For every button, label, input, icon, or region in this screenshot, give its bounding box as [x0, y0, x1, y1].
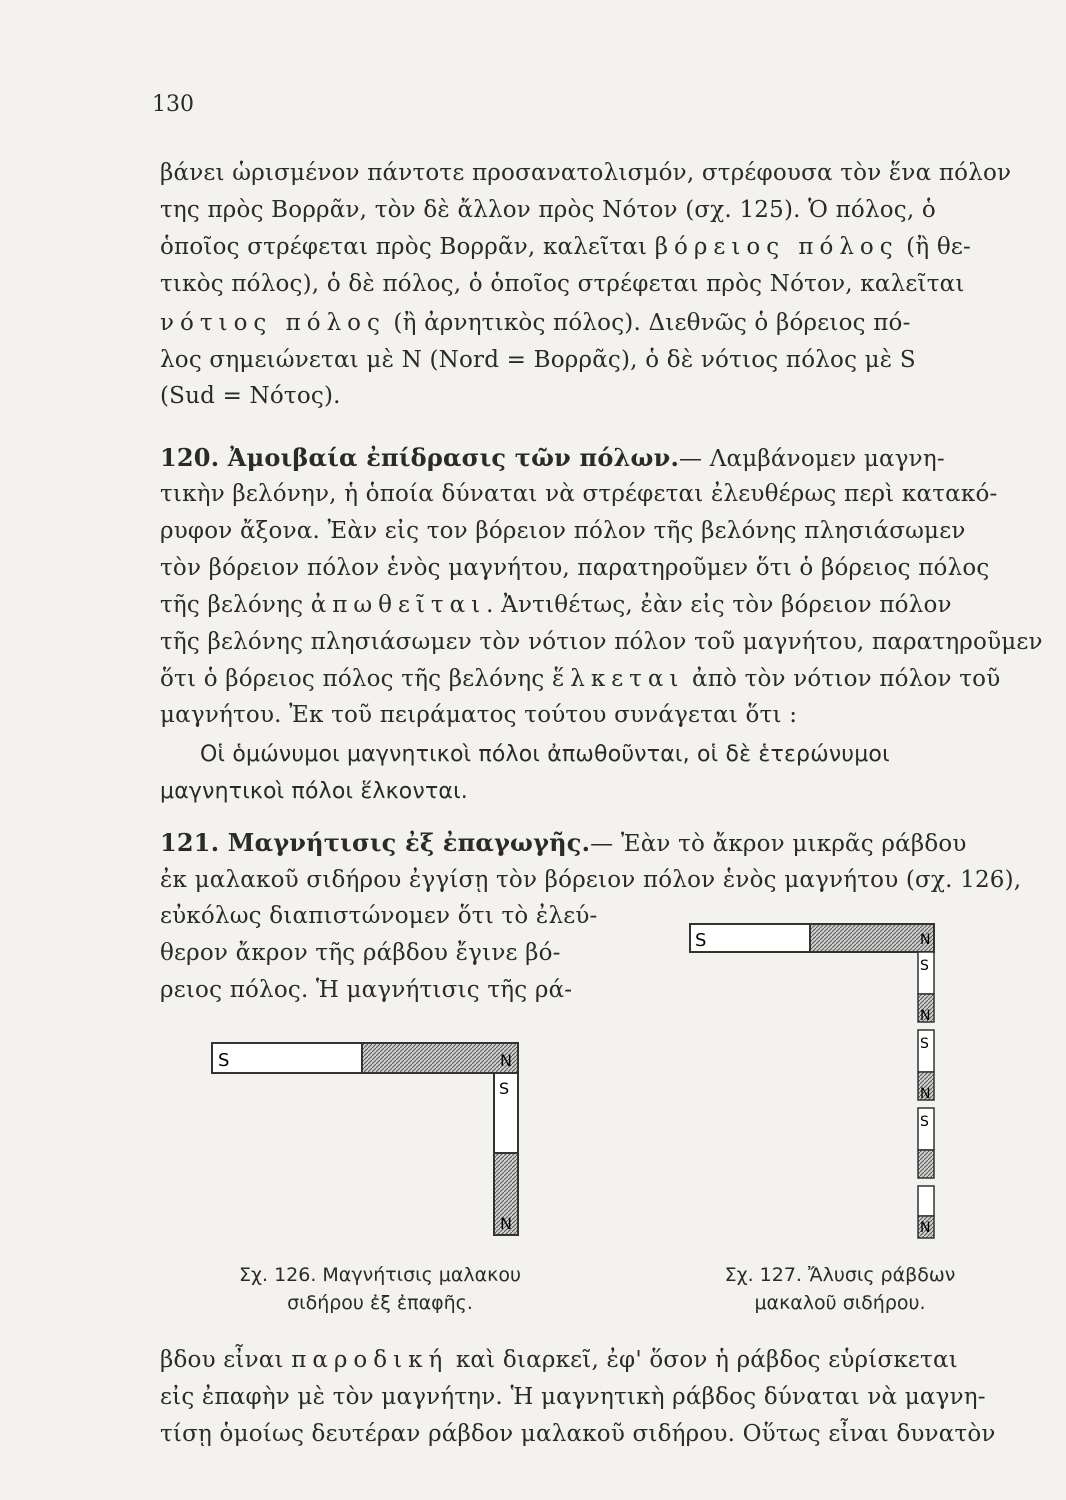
- figure-caption: Σχ. 126. Μαγνήτισις μαλακου: [239, 1264, 521, 1286]
- text-line: ρυφον ἄξονα. Ἐὰν εἰς τον βόρειον πόλον τῆς βελόνης πλησιάσωμεν: [160, 518, 966, 544]
- pole-label-s: S: [920, 958, 929, 974]
- section-heading: 120. Ἀμοιβαία ἐπίδρασις τῶν πόλων.: [160, 443, 680, 472]
- text-line: [160, 1347, 1020, 1373]
- pole-label-s: S: [920, 1036, 929, 1052]
- text-line: τίσῃ ὁμοίως δευτέραν ράβδον μαλακοῦ σιδήρου. Οὕτως εἶναι δυνατὸν: [160, 1421, 996, 1447]
- text-line: τικὴν βελόνην, ἡ ὁποία δύναται νὰ στρέφεται ἐλευθέρως περὶ κατακό-: [160, 481, 998, 507]
- text-line: θερον ἄκρον τῆς ράβδου ἔγινε βό-: [160, 940, 561, 966]
- pole-label-n: N: [920, 932, 931, 948]
- text-segment: ἀπὸ τὸν νότιον πόλον τοῦ: [684, 666, 1001, 692]
- text-line: βάνει ὡρισμένον πάντοτε προσανατολισμόν, στρέφουσα τὸν ἕνα πόλον: [160, 160, 1012, 186]
- pole-label-n: N: [920, 1008, 931, 1024]
- pole-label-s: S: [920, 1114, 929, 1130]
- text-segment: ὁποῖος στρέφεται πρὸς Βορρᾶν, καλεῖται: [160, 234, 655, 260]
- pole-label-n: N: [500, 1214, 512, 1233]
- text-line: (Sud = Νότος).: [160, 383, 341, 409]
- text-segment: (ἢ θε-: [898, 234, 971, 260]
- pole-label-s: S: [499, 1079, 510, 1098]
- pole-label-s: S: [218, 1050, 230, 1071]
- law-statement: Οἱ ὁμώνυμοι μαγνητικοὶ πόλοι ἀπωθοῦνται, οἱ δὲ ἑτερώνυμοι: [200, 742, 890, 767]
- spaced-term: ἕλκεται: [551, 666, 685, 692]
- magnet-bar: [690, 924, 934, 952]
- text-segment: τῆς βελόνης: [160, 592, 311, 618]
- spaced-term: βόρειος πόλος: [654, 234, 899, 260]
- text-line: λος σημειώνεται μὲ Ν (Nord = Βορρᾶς), ὁ δὲ νότιος πόλος μὲ S: [160, 347, 916, 373]
- pole-label-n: N: [920, 1086, 931, 1102]
- figure-caption: σιδήρου ἐξ ἐπαφῆς.: [287, 1292, 473, 1314]
- text-segment: . Ἀντιθέτως, ἐὰν εἰς τὸν βόρειον πόλον: [486, 592, 952, 618]
- text-segment: καὶ διαρκεῖ, ἐφ' ὅσον ἡ ράβδος εὑρίσκεται: [448, 1347, 958, 1373]
- text-line: μαγνήτου. Ἐκ τοῦ πειράματος τούτου συνάγεται ὅτι :: [160, 702, 798, 728]
- pole-label-n: N: [920, 1220, 931, 1236]
- figure-caption: μακαλοῦ σιδήρου.: [754, 1292, 926, 1314]
- law-statement: μαγνητικοὶ πόλοι ἕλκονται.: [160, 779, 468, 804]
- text-line: εἰς ἐπαφὴν μὲ τὸν μαγνήτην. Ἡ μαγνητικὴ ράβδος δύναται νὰ μαγνη-: [160, 1384, 986, 1410]
- spaced-term: νότιος πόλος: [160, 310, 386, 336]
- section-heading: 121. Μαγνήτισις ἐξ ἐπαγωγῆς.: [160, 828, 591, 857]
- text-segment: — Λαμβάνομεν μαγνη-: [679, 446, 945, 472]
- figure-caption: Σχ. 127. Ἄλυσις ράβδων: [724, 1264, 956, 1286]
- text-line: τικὸς πόλος), ὁ δὲ πόλος, ὁ ὁποῖος στρέφεται πρὸς Νότον, καλεῖται: [160, 271, 965, 297]
- text-line: τῆς βελόνης πλησιάσωμεν τὸν νότιον πόλον τοῦ μαγνήτου, παρατηροῦμεν: [160, 629, 1043, 655]
- spaced-term: ἀπωθεῖται: [310, 592, 487, 618]
- text-segment: βδου εἶναι: [160, 1347, 292, 1373]
- text-line: τὸν βόρειον πόλον ἑνὸς μαγνήτου, παρατηροῦμεν ὅτι ὁ βόρειος πόλος: [160, 555, 990, 581]
- text-line: εὐκόλως διαπιστώνομεν ὅτι τὸ ἐλεύ-: [160, 903, 598, 929]
- page-number: 130: [152, 92, 194, 117]
- text-line: της πρὸς Βορρᾶν, τὸν δὲ ἄλλον πρὸς Νότον (σχ. 125). Ὁ πόλος, ὁ: [160, 197, 936, 223]
- text-line: ρειος πόλος. Ἡ μαγνήτισις τῆς ρά-: [160, 977, 573, 1003]
- pole-label-s: S: [695, 930, 707, 951]
- spaced-term: παροδική: [291, 1347, 449, 1373]
- text-line: ἐκ μαλακοῦ σιδήρου ἐγγίσῃ τὸν βόρειον πόλον ἑνὸς μαγνήτου (σχ. 126),: [160, 867, 1022, 893]
- text-segment: ὅτι ὁ βόρειος πόλος τῆς βελόνης: [160, 666, 552, 692]
- text-segment: — Ἐὰν τὸ ἄκρον μικρᾶς ράβδου: [590, 831, 967, 857]
- text-segment: (ἢ ἀρνητικὸς πόλος). Διεθνῶς ὁ βόρειος πό-: [385, 310, 911, 336]
- pole-label-n: N: [500, 1051, 512, 1070]
